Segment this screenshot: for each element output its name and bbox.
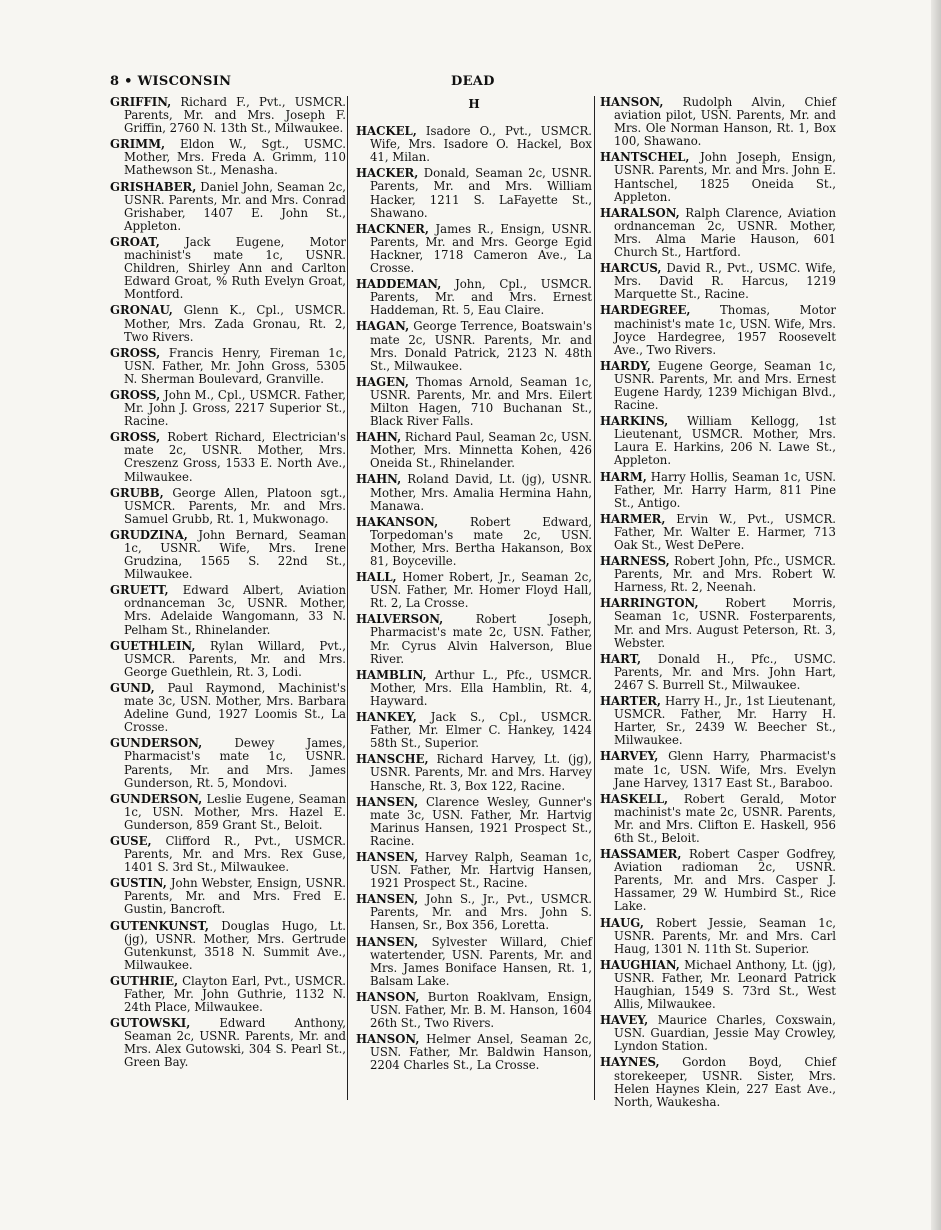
entry-details: Sylvester Willard, Chief watertender, USN. Parents, Mr. and Mrs. James Boniface Hansen, Rt. 1, Balsam Lake. bbox=[370, 934, 592, 988]
surname: GUTOWSKI, bbox=[110, 1016, 191, 1031]
surname: HACKEL, bbox=[356, 124, 417, 139]
casualty-entry bbox=[110, 138, 346, 177]
entry-details: Clayton Earl, Pvt., USMCR. Father, Mr. John Guthrie, 1132 N. 24th Place, Milwaukee. bbox=[124, 973, 346, 1015]
surname: GRUDZINA, bbox=[110, 527, 188, 542]
entry-details: David R., Pvt., USMC. Wife, Mrs. David R. Harcus, 1219 Marquette St., Racine. bbox=[614, 261, 836, 302]
casualty-entry bbox=[600, 848, 836, 913]
surname: HAYNES, bbox=[600, 1055, 660, 1070]
entry-details: Isadore O., Pvt., USMCR. Wife, Mrs. Isadore O. Hackel, Box 41, Milan. bbox=[370, 124, 592, 165]
casualty-entry bbox=[356, 516, 592, 568]
entry-details: Robert John, Pfc., USMCR. Parents, Mr. and Mrs. Robert W. Harness, Rt. 2, Neenah. bbox=[614, 554, 836, 595]
surname: GUSE, bbox=[110, 833, 152, 848]
entry-details: John Joseph, Ensign, USNR. Parents, Mr. and Mrs. John E. Hantschel, 1825 Oneida St., Appleton. bbox=[614, 150, 836, 204]
casualty-entry bbox=[600, 262, 836, 301]
casualty-entry bbox=[110, 835, 346, 874]
entry-details: Daniel John, Seaman 2c, USNR. Parents, Mr. and Mrs. Conrad Grishaber, 1407 E. John St., Appleton. bbox=[124, 179, 346, 233]
surname: HANSEN, bbox=[356, 794, 419, 809]
casualty-entry bbox=[356, 431, 592, 470]
entry-details: Dewey James, Pharmacist's mate 1c, USNR. Parents, Mr. and Mrs. James Gunderson, Rt. 5, Mondovi. bbox=[124, 736, 346, 790]
surname: GUNDERSON, bbox=[110, 736, 203, 751]
casualty-entry bbox=[110, 682, 346, 734]
surname: HAHN, bbox=[356, 430, 402, 445]
entry-details: Clifford R., Pvt., USMCR. Parents, Mr. and Mrs. Rex Guse, 1401 S. 3rd St., Milwaukee. bbox=[124, 833, 346, 875]
surname: GROSS, bbox=[110, 430, 161, 445]
casualty-entry bbox=[600, 597, 836, 649]
casualty-entry bbox=[110, 431, 346, 483]
entry-details: Eugene George, Seaman 1c, USNR. Parents, Mr. and Mrs. Ernest Eugene Hardy, 1239 Michigan Blvd., Racine. bbox=[614, 358, 836, 413]
surname: HARDY, bbox=[600, 358, 651, 373]
casualty-entry bbox=[600, 207, 836, 259]
entry-details: Robert Gerald, Motor machinist's mate 2c, USNR. Parents, Mr. and Mrs. Clifton E. Haskell, 956 6th St., Beloit. bbox=[614, 791, 836, 845]
entry-details: Ralph Clarence, Aviation ordnanceman 2c, USNR. Mother, Mrs. Alma Marie Hauson, 601 Church St., Hartford. bbox=[614, 205, 836, 260]
surname: GRUBB, bbox=[110, 485, 164, 500]
entry-details: Eldon W., Sgt., USMC. Mother, Mrs. Freda A. Grimm, 110 Mathewson St., Menasha. bbox=[124, 137, 346, 178]
surname: HARNESS, bbox=[600, 554, 670, 569]
surname: GUSTIN, bbox=[110, 876, 167, 891]
entry-details: Francis Henry, Fireman 1c, USN. Father, Mr. John Gross, 5305 N. Sherman Boulevard, Granville. bbox=[124, 345, 346, 386]
surname: HAGAN, bbox=[356, 319, 410, 334]
entry-details: John Bernard, Seaman 1c, USNR. Wife, Mrs. Irene Grudzina, 1565 S. 22nd St., Milwaukee. bbox=[124, 527, 346, 582]
entry-details: Thomas Arnold, Seaman 1c, USNR. Parents, Mr. and Mrs. Eilert Milton Hagen, 710 Buchanan St., Black River Falls. bbox=[370, 374, 592, 429]
entry-details: Glenn K., Cpl., USMCR. Mother, Mrs. Zada Gronau, Rt. 2, Two Rivers. bbox=[124, 303, 346, 344]
surname: HADDEMAN, bbox=[356, 277, 442, 292]
casualty-entry bbox=[600, 151, 836, 203]
casualty-entry bbox=[600, 653, 836, 692]
casualty-entry bbox=[600, 471, 836, 510]
casualty-entry bbox=[356, 278, 592, 317]
casualty-entry bbox=[110, 181, 346, 233]
entry-details: Rylan Willard, Pvt., USMCR. Parents, Mr. and Mrs. George Guethlein, Rt. 3, Lodi. bbox=[124, 638, 346, 679]
casualty-entry bbox=[600, 555, 836, 594]
surname: GROSS, bbox=[110, 387, 161, 402]
entry-details: Gordon Boyd, Chief storekeeper, USNR. Sister, Mrs. Helen Haynes Klein, 227 East Ave., North, Waukesha. bbox=[614, 1055, 836, 1109]
casualty-entry bbox=[356, 167, 592, 219]
entry-details: Robert Edward, Torpedoman's mate 2c, USN. Mother, Mrs. Bertha Hakanson, Box 81, Boyceville. bbox=[370, 514, 592, 568]
casualty-entry bbox=[110, 640, 346, 679]
casualty-entry bbox=[356, 893, 592, 932]
column-divider bbox=[594, 96, 595, 1100]
casualty-entry bbox=[356, 991, 592, 1030]
surname: GUNDERSON, bbox=[110, 791, 203, 806]
surname: GROAT, bbox=[110, 234, 160, 249]
surname: HARMER, bbox=[600, 511, 666, 526]
surname: GRISHABER, bbox=[110, 179, 197, 194]
entry-details: Robert Morris, Seaman 1c, USNR. Fosterparents, Mr. and Mrs. August Peterson, Rt. 3, Webster. bbox=[614, 596, 836, 650]
casualty-entry bbox=[110, 584, 346, 636]
surname: HARTER, bbox=[600, 694, 662, 709]
entry-details: Douglas Hugo, Lt. (jg), USNR. Mother, Mrs. Gertrude Gutenkunst, 3518 N. Summit Ave., Milwaukee. bbox=[124, 918, 346, 972]
entry-details: Richard Paul, Seaman 2c, USN. Mother, Mrs. Minnetta Kohen, 426 Oneida St., Rhinelander. bbox=[370, 430, 592, 471]
entry-details: John, Cpl., USMCR. Parents, Mr. and Mrs. Ernest Haddeman, Rt. 5, Eau Claire. bbox=[370, 277, 592, 318]
entry-details: Maurice Charles, Coxswain, USN. Guardian, Jessie May Crowley, Lyndon Station. bbox=[614, 1013, 836, 1054]
casualty-entry bbox=[356, 936, 592, 988]
surname: HANSCHE, bbox=[356, 752, 429, 767]
casualty-entry bbox=[110, 793, 346, 832]
entry-details: Glenn Harry, Pharmacist's mate 1c, USN. Wife, Mrs. Evelyn Jane Harvey, 1317 East St., Baraboo. bbox=[614, 749, 836, 790]
casualty-entry bbox=[110, 877, 346, 916]
casualty-entry bbox=[110, 529, 346, 581]
entry-details: Robert Jessie, Seaman 1c, USNR. Parents, Mr. and Mrs. Carl Haug, 1301 N. 11th St. Superior. bbox=[614, 915, 836, 956]
casualty-entry bbox=[356, 753, 592, 792]
casualty-entry bbox=[600, 1056, 836, 1108]
entry-details: Robert Richard, Electrician's mate 2c, USNR. Mother, Mrs. Creszenz Gross, 1533 E. North Ave., Milwaukee. bbox=[124, 430, 346, 484]
surname: HASKELL, bbox=[600, 791, 669, 806]
entry-details: Michael Anthony, Lt. (jg), USNR. Father, Mr. Leonard Patrick Haughian, 1549 S. 73rd St., West Allis, Milwaukee. bbox=[614, 957, 836, 1012]
casualty-entry bbox=[600, 415, 836, 467]
column-2 bbox=[356, 96, 592, 1075]
entry-details: Donald H., Pfc., USMC. Parents, Mr. and Mrs. John Hart, 2467 S. Burrell St., Milwaukee. bbox=[614, 651, 836, 692]
entry-details: Ervin W., Pvt., USMCR. Father, Mr. Walter E. Harmer, 713 Oak St., West DePere. bbox=[614, 511, 836, 552]
entry-details: John M., Cpl., USMCR. Father, Mr. John J. Gross, 2217 Superior St., Racine. bbox=[124, 387, 346, 429]
entry-details: Richard F., Pvt., USMCR. Parents, Mr. and Mrs. Joseph F. Griffin, 2760 N. 13th St., Milwaukee. bbox=[124, 95, 346, 136]
entry-details: Homer Robert, Jr., Seaman 2c, USN. Father, Mr. Homer Floyd Hall, Rt. 2, La Crosse. bbox=[370, 570, 592, 611]
surname: HAUGHIAN, bbox=[600, 957, 680, 972]
page-edge bbox=[931, 0, 941, 1230]
surname: HASSAMER, bbox=[600, 847, 682, 862]
casualty-entry bbox=[356, 613, 592, 665]
entry-details: Harry Hollis, Seaman 1c, USN. Father, Mr. Harry Harm, 811 Pine St., Antigo. bbox=[614, 469, 836, 510]
surname: HANSEN, bbox=[356, 892, 419, 907]
casualty-entry bbox=[110, 1017, 346, 1069]
surname: GRIMM, bbox=[110, 137, 166, 152]
page-header bbox=[110, 74, 840, 94]
surname: GUETHLEIN, bbox=[110, 638, 196, 653]
casualty-entry bbox=[110, 96, 346, 135]
section-letter: H bbox=[468, 97, 480, 111]
surname: HARVEY, bbox=[600, 749, 659, 764]
surname: GUTENKUNST, bbox=[110, 918, 209, 933]
surname: HAKANSON, bbox=[356, 514, 439, 529]
casualty-entry bbox=[356, 320, 592, 372]
entry-details: Paul Raymond, Machinist's mate 3c, USN. Mother, Mrs. Barbara Adeline Gund, 1927 Loomis St., La Crosse. bbox=[124, 680, 346, 735]
entry-details: Donald, Seaman 2c, USNR. Parents, Mr. and Mrs. William Hacker, 1211 S. LaFayette St., Shawano. bbox=[370, 166, 592, 220]
entry-details: Jack S., Cpl., USMCR. Father, Mr. Elmer C. Hankey, 1424 58th St., Superior. bbox=[370, 710, 592, 751]
surname: HAMBLIN, bbox=[356, 667, 427, 682]
surname: HANKEY, bbox=[356, 710, 417, 725]
surname: HALL, bbox=[356, 570, 397, 585]
column-divider bbox=[347, 96, 348, 1100]
surname: HAVEY, bbox=[600, 1013, 649, 1028]
casualty-entry bbox=[600, 304, 836, 356]
surname: HANSON, bbox=[600, 95, 664, 109]
entry-details: Robert Joseph, Pharmacist's mate 2c, USN. Father, Mr. Cyrus Alvin Halverson, Blue River. bbox=[370, 612, 592, 666]
surname: GRONAU, bbox=[110, 303, 173, 318]
entry-details: Clarence Wesley, Gunner's mate 3c, USN. Father, Mr. Hartvig Marinus Hansen, 1921 Prospect St., Racine. bbox=[370, 794, 592, 848]
entry-details: Jack Eugene, Motor machinist's mate 1c, USNR. Children, Shirley Ann and Carlton Edward Groat, % Ruth Evelyn Groat, Montford. bbox=[124, 234, 346, 302]
entry-details: Arthur L., Pfc., USMCR. Mother, Mrs. Ella Hamblin, Rt. 4, Hayward. bbox=[370, 667, 592, 708]
surname: HACKER, bbox=[356, 166, 419, 181]
surname: HANSON, bbox=[356, 1032, 420, 1047]
section-title: DEAD bbox=[451, 74, 495, 89]
entry-details: Leslie Eugene, Seaman 1c, USN. Mother, Mrs. Hazel E. Gunderson, 859 Grant St., Beloit. bbox=[124, 791, 346, 832]
casualty-entry bbox=[356, 473, 592, 512]
surname: HART, bbox=[600, 651, 642, 666]
casualty-entry bbox=[110, 920, 346, 972]
entry-details: Harvey Ralph, Seaman 1c, USN. Father, Mr. Hartvig Hansen, 1921 Prospect St., Racine. bbox=[370, 849, 592, 891]
surname: HARCUS, bbox=[600, 261, 662, 276]
casualty-entry bbox=[110, 236, 346, 301]
surname: HARKINS, bbox=[600, 414, 669, 429]
entry-details: William Kellogg, 1st Lieutenant, USMCR. Mother, Mrs. Laura E. Harkins, 206 N. Lawe St., Appleton. bbox=[614, 414, 836, 468]
casualty-entry bbox=[600, 96, 836, 148]
surname: HANTSCHEL, bbox=[600, 150, 690, 165]
casualty-entry bbox=[110, 347, 346, 386]
surname: HANSEN, bbox=[356, 849, 419, 864]
surname: GUTHRIE, bbox=[110, 973, 179, 988]
entry-details: Burton Roaklvam, Ensign, USN. Father, Mr. B. M. Hanson, 1604 26th St., Two Rivers. bbox=[370, 989, 592, 1031]
surname: HAGEN, bbox=[356, 374, 410, 389]
entry-details: Roland David, Lt. (jg), USNR. Mother, Mrs. Amalia Hermina Hahn, Manawa. bbox=[370, 472, 592, 513]
casualty-entry bbox=[356, 223, 592, 275]
casualty-entry bbox=[600, 959, 836, 1011]
surname: GRUETT, bbox=[110, 583, 169, 598]
casualty-entry bbox=[356, 669, 592, 708]
casualty-entry bbox=[600, 917, 836, 956]
casualty-entry bbox=[356, 571, 592, 610]
casualty-entry bbox=[110, 304, 346, 343]
entry-details: Richard Harvey, Lt. (jg), USNR. Parents, Mr. and Mrs. Harvey Hansche, Rt. 3, Box 122, Racine. bbox=[370, 752, 592, 793]
casualty-entry bbox=[110, 487, 346, 526]
casualty-entry bbox=[110, 389, 346, 428]
column-1 bbox=[110, 96, 346, 1073]
casualty-entry bbox=[110, 737, 346, 789]
entry-details: Rudolph Alvin, Chief aviation pilot, USN. Parents, Mr. and Mrs. Ole Norman Hanson, Rt. 1, Box 100, Shawano. bbox=[614, 95, 836, 149]
casualty-entry bbox=[600, 750, 836, 789]
casualty-entry bbox=[110, 975, 346, 1014]
entry-details: John S., Jr., Pvt., USMCR. Parents, Mr. and Mrs. John S. Hansen, Sr., Box 356, Loretta. bbox=[370, 892, 592, 933]
surname: HARRINGTON, bbox=[600, 596, 699, 611]
entry-details: Helmer Ansel, Seaman 2c, USN. Father, Mr. Baldwin Hanson, 2204 Charles St., La Crosse. bbox=[370, 1032, 592, 1073]
page-label: 8 • WISCONSIN bbox=[110, 74, 232, 89]
surname: HARALSON, bbox=[600, 205, 680, 220]
casualty-entry bbox=[600, 513, 836, 552]
entry-details: Robert Casper Godfrey, Aviation radioman 2c, USNR. Parents, Mr. and Mrs. Casper J. Hassamer, 29 W. Humbird St., Rice Lake. bbox=[614, 847, 836, 914]
surname: HALVERSON, bbox=[356, 612, 444, 627]
surname: HAUG, bbox=[600, 915, 644, 930]
casualty-entry bbox=[600, 1014, 836, 1053]
entry-details: Edward Anthony, Seaman 2c, USNR. Parents, Mr. and Mrs. Alex Gutowski, 304 S. Pearl St., Green Bay. bbox=[124, 1016, 346, 1070]
entry-details: James R., Ensign, USNR. Parents, Mr. and Mrs. George Egid Hackner, 1718 Cameron Ave., La Crosse. bbox=[370, 221, 592, 276]
column-3 bbox=[600, 96, 836, 1112]
surname: HANSEN, bbox=[356, 934, 419, 949]
casualty-entry bbox=[600, 360, 836, 412]
surname: HARDEGREE, bbox=[600, 303, 691, 318]
surname: GRIFFIN, bbox=[110, 95, 172, 109]
casualty-entry bbox=[356, 376, 592, 428]
casualty-entry bbox=[600, 695, 836, 747]
entry-details: John Webster, Ensign, USNR. Parents, Mr. and Mrs. Fred E. Gustin, Bancroft. bbox=[124, 876, 346, 917]
casualty-entry bbox=[356, 125, 592, 164]
casualty-entry bbox=[356, 711, 592, 750]
surname: HACKNER, bbox=[356, 221, 429, 236]
surname: HAHN, bbox=[356, 472, 402, 487]
surname: HARM, bbox=[600, 469, 647, 484]
surname: GUND, bbox=[110, 680, 155, 695]
surname: GROSS, bbox=[110, 345, 161, 360]
entry-details: George Terrence, Boatswain's mate 2c, USNR. Parents, Mr. and Mrs. Donald Patrick, 2123 N. 48th St., Milwaukee. bbox=[370, 319, 592, 373]
casualty-entry bbox=[356, 796, 592, 848]
casualty-entry bbox=[356, 851, 592, 890]
entry-details: George Allen, Platoon sgt., USMCR. Parents, Mr. and Mrs. Samuel Grubb, Rt. 1, Mukwonago. bbox=[124, 485, 346, 526]
casualty-entry bbox=[600, 793, 836, 845]
casualty-entry bbox=[356, 1033, 592, 1072]
entry-details: Edward Albert, Aviation ordnanceman 3c, USNR. Mother, Mrs. Adelaide Wangomann, 33 N. Pelham St., Rhinelander. bbox=[124, 583, 346, 637]
entry-details: Thomas, Motor machinist's mate 1c, USN. Wife, Mrs. Joyce Hardegree, 1957 Roosevelt Ave., Two Rivers. bbox=[614, 303, 836, 357]
entry-details: Harry H., Jr., 1st Lieutenant, USMCR. Father, Mr. Harry H. Harter, Sr., 2439 W. Beecher St., Milwaukee. bbox=[614, 694, 836, 748]
surname: HANSON, bbox=[356, 989, 420, 1004]
